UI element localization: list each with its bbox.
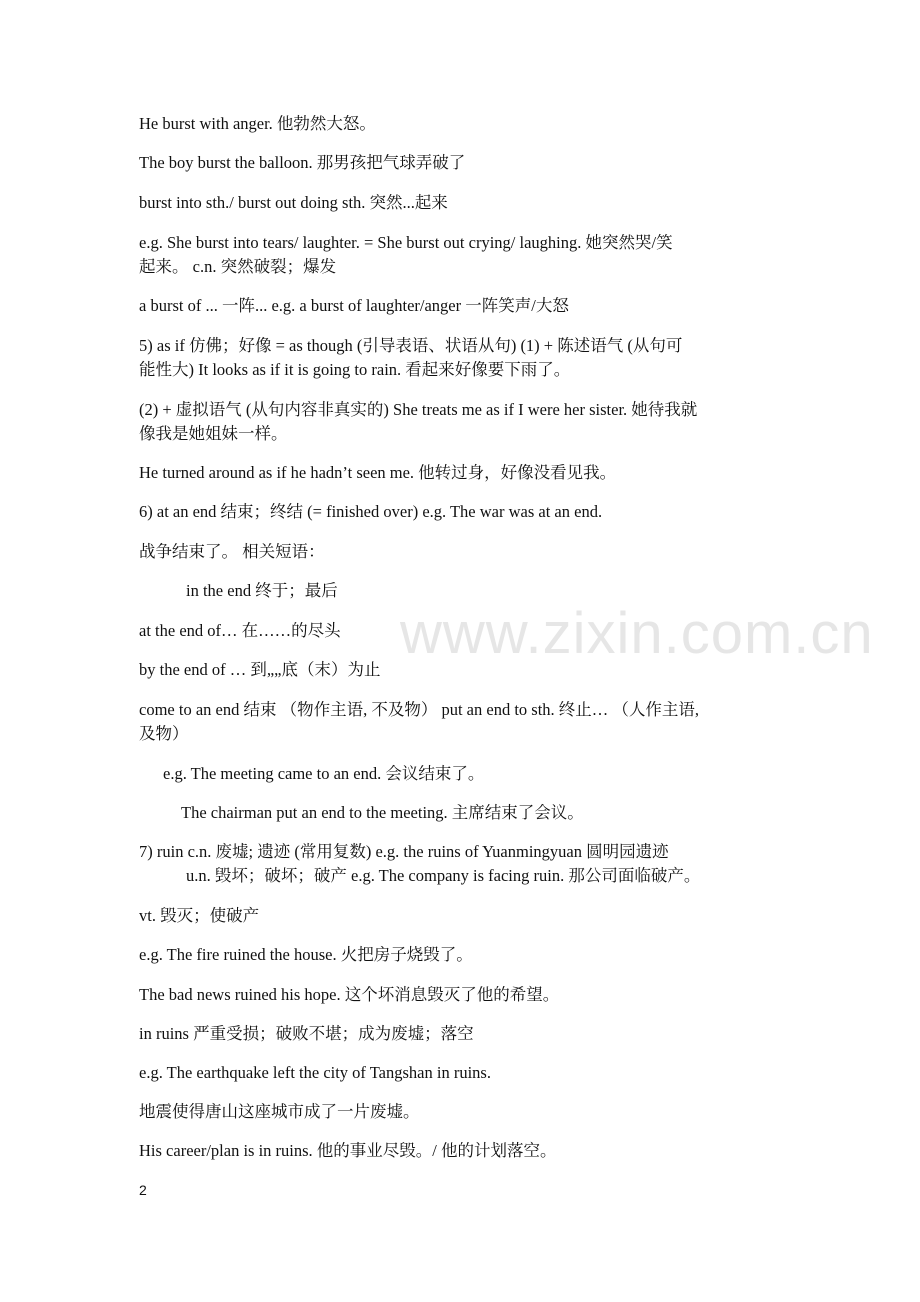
page-number: 2 xyxy=(139,1182,147,1198)
text-line: His career/plan is in ruins. 他的事业尽毁。/ 他的计划落空。 xyxy=(139,1141,557,1160)
text-line: e.g. The fire ruined the house. 火把房子烧毁了。 xyxy=(139,945,473,964)
text-line: (2) + 虚拟语气 (从句内容非真实的) She treats me as if I were her sister. 她待我就 xyxy=(139,400,698,419)
text-line: in the end 终于；最后 xyxy=(186,581,338,600)
text-line: 能性大) It looks as if it is going to rain. 看起来好像要下雨了。 xyxy=(139,360,571,379)
text-line: 战争结束了。 相关短语： xyxy=(139,542,325,561)
text-line: burst into sth./ burst out doing sth. 突然...起来 xyxy=(139,193,448,212)
text-line: 5) as if 仿佛；好像 = as though (引导表语、状语从句) (1) + 陈述语气 (从句可 xyxy=(139,336,683,355)
text-line: e.g. The meeting came to an end. 会议结束了。 xyxy=(163,764,485,783)
text-line: 7) ruin c.n. 废墟; 遗迹 (常用复数) e.g. the ruins of Yuanmingyuan 圆明园遗迹 xyxy=(139,842,669,861)
text-line: 6) at an end 结束；终结 (= finished over) e.g. The war was at an end. xyxy=(139,502,603,521)
text-line: in ruins 严重受损；破败不堪；成为废墟；落空 xyxy=(139,1024,474,1043)
text-line: The chairman put an end to the meeting. 主席结束了会议。 xyxy=(181,803,584,822)
text-line: vt. 毁灭；使破产 xyxy=(139,906,260,925)
text-line: come to an end 结束 （物作主语, 不及物） put an end to sth. 终止… （人作主语, xyxy=(139,700,700,719)
text-line: He burst with anger. 他勃然大怒。 xyxy=(139,114,376,133)
text-line: 起来。 c.n. 突然破裂；爆发 xyxy=(139,257,337,276)
text-line: e.g. The earthquake left the city of Tangshan in ruins. xyxy=(139,1063,491,1082)
text-line: The bad news ruined his hope. 这个坏消息毁灭了他的希望。 xyxy=(139,985,560,1004)
watermark: www.zixin.com.cn xyxy=(400,601,874,666)
text-line: The boy burst the balloon. 那男孩把气球弄破了 xyxy=(139,153,466,172)
text-line: e.g. She burst into tears/ laughter. = She burst out crying/ laughing. 她突然哭/笑 xyxy=(139,233,673,252)
text-line: 及物） xyxy=(139,724,189,743)
text-line: 像我是她姐妹一样。 xyxy=(139,424,288,443)
text-line: 地震使得唐山这座城市成了一片废墟。 xyxy=(139,1102,420,1121)
text-line: at the end of… 在……的尽头 xyxy=(139,621,341,640)
text-line: by the end of … 到„„底（末）为止 xyxy=(139,660,381,679)
text-line: He turned around as if he hadn’t seen me. 他转过身，好像没看见我。 xyxy=(139,463,617,482)
text-line: u.n. 毁坏；破坏；破产 e.g. The company is facing ruin. 那公司面临破产。 xyxy=(186,866,701,885)
text-line: a burst of ... 一阵... e.g. a burst of laughter/anger 一阵笑声/大怒 xyxy=(139,296,569,315)
